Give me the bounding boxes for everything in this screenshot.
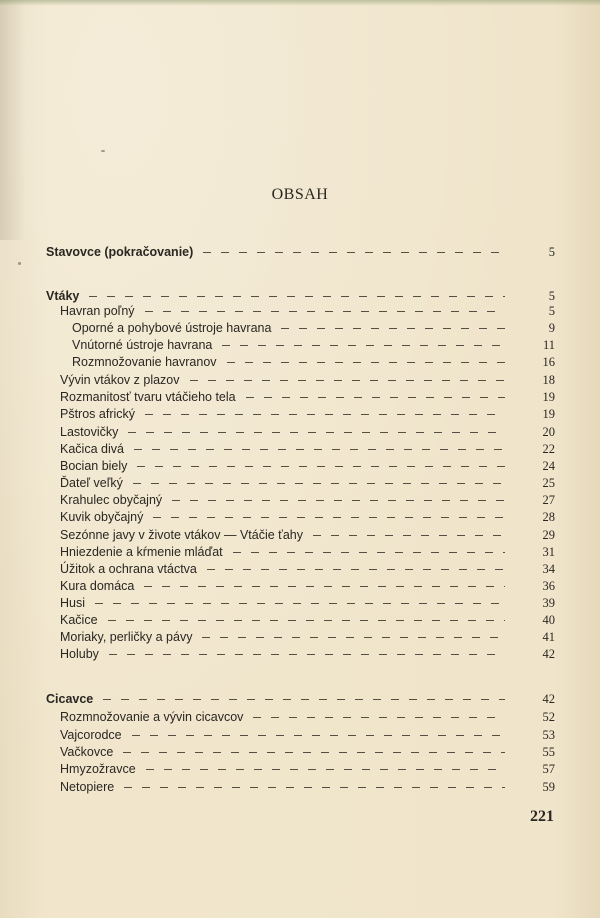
dash-leader	[109, 654, 505, 655]
toc-entry-title: Vajcorodce	[60, 728, 122, 742]
dash-leader	[246, 397, 505, 398]
toc-entry	[60, 543, 555, 561]
toc-entry-page: 27	[542, 492, 555, 507]
toc-entry	[60, 491, 555, 509]
toc-entry-page: 55	[542, 744, 555, 759]
toc-entry-page: 59	[542, 779, 555, 794]
toc-entry-title: Vývin vtákov z plazov	[60, 373, 180, 387]
toc-entry-title: Krahulec obyčajný	[60, 493, 163, 507]
toc-entry-page: 5	[548, 288, 555, 303]
toc-entry-title: Vtáky	[46, 289, 80, 303]
toc-entry-title: Vnútorné ústroje havrana	[72, 338, 213, 352]
dash-leader	[123, 752, 505, 753]
toc-entry	[60, 778, 555, 796]
toc-entry-page: 18	[542, 372, 555, 387]
dash-leader	[203, 252, 505, 253]
toc-entry-title: Úžitok a ochrana vtáctva	[60, 562, 197, 576]
toc-entry-title: Pštros africký	[60, 407, 136, 421]
toc-entry-title: Havran poľný	[60, 304, 135, 318]
toc-entry-title: Stavovce (pokračovanie)	[46, 245, 194, 259]
toc-entry-title: Cicavce	[46, 692, 94, 706]
toc-entry-title: Kura domáca	[60, 579, 135, 593]
dash-leader	[108, 620, 505, 621]
toc-entry	[60, 645, 555, 663]
toc-entry	[60, 760, 555, 778]
toc-entry-title: Rozmanitosť tvaru vtáčieho tela	[60, 390, 236, 404]
toc-entry-title: Hniezdenie a kŕmenie mláďat	[60, 545, 223, 559]
toc-entry	[60, 508, 555, 526]
toc-entry-title: Oporné a pohybové ústroje havrana	[72, 321, 272, 335]
toc-entry	[60, 388, 555, 406]
contents-title: OBSAH	[271, 186, 329, 203]
toc-entry-page: 42	[542, 691, 555, 706]
toc-entry-page: 57	[542, 761, 555, 776]
dash-leader	[134, 449, 505, 450]
dash-leader	[233, 552, 505, 553]
toc-entry-title: Kuvik obyčajný	[60, 510, 144, 524]
toc-entry-title: Hmyzožravce	[60, 762, 136, 776]
toc-entry-page: 36	[542, 578, 555, 593]
dash-leader	[153, 517, 505, 518]
paper-speck	[18, 262, 21, 265]
toc-entry	[60, 457, 555, 475]
toc-entry-title: Netopiere	[60, 780, 115, 794]
dash-leader	[227, 362, 505, 363]
toc-entry	[72, 353, 555, 371]
toc-entry	[60, 474, 555, 492]
dash-leader	[144, 586, 505, 587]
toc-entry	[60, 440, 555, 458]
toc-entry	[60, 526, 555, 544]
dash-leader	[145, 311, 505, 312]
dash-leader	[124, 787, 505, 788]
toc-entry-title: Husi	[60, 596, 86, 610]
toc-entry-title: Kačica divá	[60, 442, 124, 456]
toc-entry-page: 31	[542, 544, 555, 559]
toc-entry	[72, 319, 555, 337]
toc-entry	[60, 577, 555, 595]
dash-leader	[103, 699, 505, 700]
page-number: 221	[530, 808, 554, 825]
toc-entry-title: Rozmnožovanie havranov	[72, 355, 217, 369]
toc-section	[46, 243, 555, 261]
toc-entry-title: Holuby	[60, 647, 99, 661]
dash-leader	[172, 500, 505, 501]
toc-entry-title: Rozmnožovanie a vývin cicavcov	[60, 710, 244, 724]
toc-section	[46, 690, 555, 708]
dash-leader	[133, 483, 505, 484]
toc-entry-page: 9	[548, 320, 555, 335]
toc-entry-page: 53	[542, 727, 555, 742]
dash-leader	[145, 414, 505, 415]
toc-entry-title: Lastovičky	[60, 425, 119, 439]
dash-leader	[190, 380, 506, 381]
toc-entry	[60, 726, 555, 744]
toc-entry-page: 22	[542, 441, 555, 456]
page-shadow	[0, 0, 26, 240]
toc-entry	[60, 371, 555, 389]
toc-entry	[60, 743, 555, 761]
toc-entry-title: Moriaky, perličky a pávy	[60, 630, 193, 644]
toc-entry-page: 39	[542, 595, 555, 610]
dash-leader	[313, 535, 505, 536]
toc-entry-page: 41	[542, 629, 555, 644]
toc-entry-page: 34	[542, 561, 555, 576]
toc-entry-page: 28	[542, 509, 555, 524]
toc-entry-page: 29	[542, 527, 555, 542]
toc-entry-page: 20	[542, 424, 555, 439]
dash-leader	[281, 328, 505, 329]
dash-leader	[207, 569, 505, 570]
toc-entry	[60, 628, 555, 646]
dash-leader	[132, 735, 505, 736]
toc-entry-page: 19	[542, 389, 555, 404]
toc-entry-title: Ďateľ veľký	[60, 476, 123, 490]
toc-entry	[60, 405, 555, 423]
toc-entry-title: Sezónne javy v živote vtákov — Vtáčie ťahy	[60, 528, 303, 542]
page-top-edge	[0, 0, 600, 6]
dash-leader	[202, 637, 505, 638]
paper-speck	[101, 150, 105, 152]
toc-entry	[60, 560, 555, 578]
toc-entry-page: 52	[542, 709, 555, 724]
toc-entry-page: 40	[542, 612, 555, 627]
dash-leader	[137, 466, 505, 467]
dash-leader	[222, 345, 505, 346]
toc-entry	[60, 708, 555, 726]
toc-entry	[60, 611, 555, 629]
toc-entry-page: 16	[542, 354, 555, 369]
toc-entry-page: 24	[542, 458, 555, 473]
toc-entry	[72, 336, 555, 354]
toc-entry-page: 5	[548, 303, 555, 318]
toc-entry-title: Kačice	[60, 613, 98, 627]
toc-entry	[60, 423, 555, 441]
toc-entry-page: 5	[548, 244, 555, 259]
toc-entry	[60, 594, 555, 612]
toc-entry	[60, 302, 555, 320]
toc-entry-page: 19	[542, 406, 555, 421]
dash-leader	[146, 769, 505, 770]
toc-entry-title: Bocian biely	[60, 459, 128, 473]
toc-entry-page: 42	[542, 646, 555, 661]
dash-leader	[253, 717, 505, 718]
dash-leader	[128, 432, 505, 433]
dash-leader	[89, 296, 505, 297]
toc-entry-page: 25	[542, 475, 555, 490]
toc-entry-page: 11	[542, 337, 555, 352]
dash-leader	[95, 603, 505, 604]
toc-entry-title: Vačkovce	[60, 745, 114, 759]
